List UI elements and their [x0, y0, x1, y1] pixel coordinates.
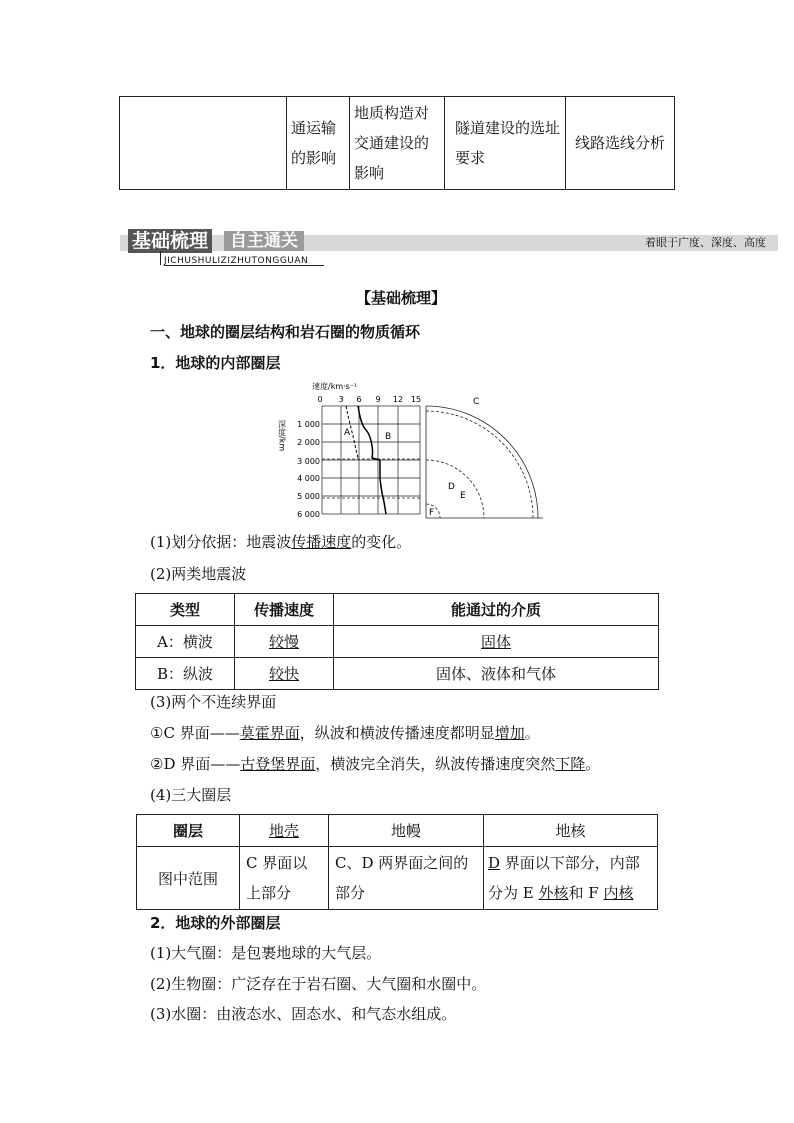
earth-section — [426, 406, 543, 518]
label-a: A — [344, 428, 351, 438]
core-inner: 内核 — [603, 884, 634, 902]
label-e: E — [460, 491, 466, 501]
para-1 — [150, 531, 411, 552]
outer-2: (2)生物圈：广泛存在于岩石圈、大气圈和水圈中。 — [150, 975, 487, 993]
grid — [322, 406, 420, 514]
banner-slogan: 着眼于广度、深度、高度 — [645, 236, 766, 249]
x-tick: 12 — [392, 395, 404, 404]
section-banner — [120, 229, 778, 266]
banner-title-main: 基础梳理 — [128, 229, 212, 253]
core-outer: 外核 — [538, 884, 569, 902]
heading-1: 一、地球的圈层结构和岩石圈的物质循环 — [150, 323, 421, 341]
para-3-2-b: 古登堡界面 — [240, 755, 316, 773]
core-line-2 — [488, 878, 656, 908]
layer-table — [136, 814, 658, 910]
banner-title-secondary: 自主通关 — [224, 231, 304, 251]
x-tick: 0 — [317, 395, 323, 404]
top-table-cell-empty — [120, 97, 287, 190]
table-row — [136, 626, 659, 658]
top-table-cell-transport: 通运输的影响 — [287, 97, 350, 190]
wave-cell: A：横波 — [136, 626, 235, 658]
wave-header-type: 类型 — [136, 594, 235, 626]
layer-header-mantle: 地幔 — [329, 815, 484, 847]
x-tick: 9 — [375, 395, 381, 404]
table-row — [136, 658, 659, 690]
para-1-b: 传播速度 — [291, 533, 352, 551]
para-3-1-a: ①C 界面—— — [150, 724, 240, 742]
outer-3: (3)水圈：由液态水、固态水、和气态水组成。 — [150, 1005, 457, 1023]
crust-line-1: C 界面以 — [246, 854, 308, 872]
x-tick: 6 — [356, 395, 362, 404]
para-3: (3)两个不连续界面 — [150, 693, 277, 711]
layer-cell-core — [484, 847, 658, 910]
para-3-2-c: ，横波完全消失，纵波传播速度突然 — [315, 755, 556, 773]
y-tick: 3 000 — [297, 457, 320, 466]
core-f-prefix: 和 F — [568, 884, 604, 902]
core-line-1-text: 界面以下部分，内部 — [500, 854, 640, 872]
para-1-a: (1)划分依据：地震波 — [150, 533, 292, 551]
para-3-1-d: 增加 — [494, 724, 525, 742]
para-3-1-e: 。 — [524, 724, 540, 742]
para-3-2-a: ②D 界面—— — [150, 755, 241, 773]
x-tick: 3 — [338, 395, 344, 404]
label-b: B — [385, 432, 392, 442]
para-3-1 — [150, 722, 540, 743]
y-tick: 4 000 — [297, 474, 320, 483]
mantle-line-1: C、D 两界面之间的 — [335, 854, 469, 872]
banner-pinyin: JICHUSHULIZIZHUTONGGUAN — [164, 256, 309, 266]
heading-1-2: 2．地球的外部圈层 — [150, 914, 281, 932]
core-line-1 — [488, 848, 656, 878]
x-tick: 15 — [410, 395, 422, 404]
banner-hook-line — [160, 251, 161, 265]
layer-row-label: 图中范围 — [137, 847, 240, 910]
para-2: (2)两类地震波 — [150, 565, 247, 583]
mantle-line-2: 部分 — [335, 884, 366, 902]
top-table-cell-route: 线路选线分析 — [566, 97, 675, 190]
wave-table — [135, 593, 659, 690]
top-table-cell-geology: 地质构造对交通建设的影响 — [350, 97, 445, 190]
top-table-cell-tunnel: 隧道建设的选址要求 — [445, 97, 566, 190]
para-1-c: 的变化。 — [351, 533, 412, 551]
section-heading: 【基础梳理】 — [356, 289, 447, 307]
wave-cell: 较慢 — [235, 626, 334, 658]
label-f: F — [429, 508, 435, 518]
para-3-1-c: ，纵波和横波传播速度都明显 — [299, 724, 495, 742]
y-tick: 1 000 — [297, 420, 320, 429]
table-row — [137, 847, 658, 910]
y-axis-ticks — [297, 420, 320, 519]
para-3-2 — [150, 753, 600, 774]
core-e-prefix: 分为 E — [488, 884, 539, 902]
crust-line-2: 上部分 — [246, 884, 292, 902]
para-4: (4)三大圈层 — [150, 786, 232, 804]
layer-header-crust: 地壳 — [240, 815, 329, 847]
label-c: C — [473, 397, 480, 407]
para-3-1-b: 莫霍界面 — [239, 724, 300, 742]
x-axis-label: 速度/km·s⁻¹ — [312, 382, 358, 391]
x-axis-ticks — [317, 395, 421, 404]
wave-cell: B：纵波 — [136, 658, 235, 690]
layer-cell-crust — [240, 847, 329, 910]
wave-cell: 固体、液体和气体 — [334, 658, 659, 690]
heading-1-1: 1．地球的内部圈层 — [150, 354, 281, 372]
y-tick: 5 000 — [297, 492, 320, 501]
para-3-2-e: 。 — [585, 755, 601, 773]
top-table — [119, 96, 675, 190]
wave-cell: 固体 — [334, 626, 659, 658]
earth-interior-figure — [268, 378, 558, 522]
label-d: D — [448, 482, 455, 492]
core-d-label: D — [488, 854, 501, 872]
layer-header: 圈层 — [137, 815, 240, 847]
y-tick: 6 000 — [297, 510, 320, 519]
y-axis-label: 深度/km — [277, 420, 287, 452]
wave-header-medium: 能通过的介质 — [334, 594, 659, 626]
layer-cell-mantle — [329, 847, 484, 910]
wave-header-speed: 传播速度 — [235, 594, 334, 626]
y-tick: 2 000 — [297, 438, 320, 447]
wave-cell: 较快 — [235, 658, 334, 690]
outer-1: (1)大气圈：是包裹地球的大气层。 — [150, 944, 382, 962]
layer-header-core: 地核 — [484, 815, 658, 847]
para-3-2-d: 下降 — [555, 755, 586, 773]
